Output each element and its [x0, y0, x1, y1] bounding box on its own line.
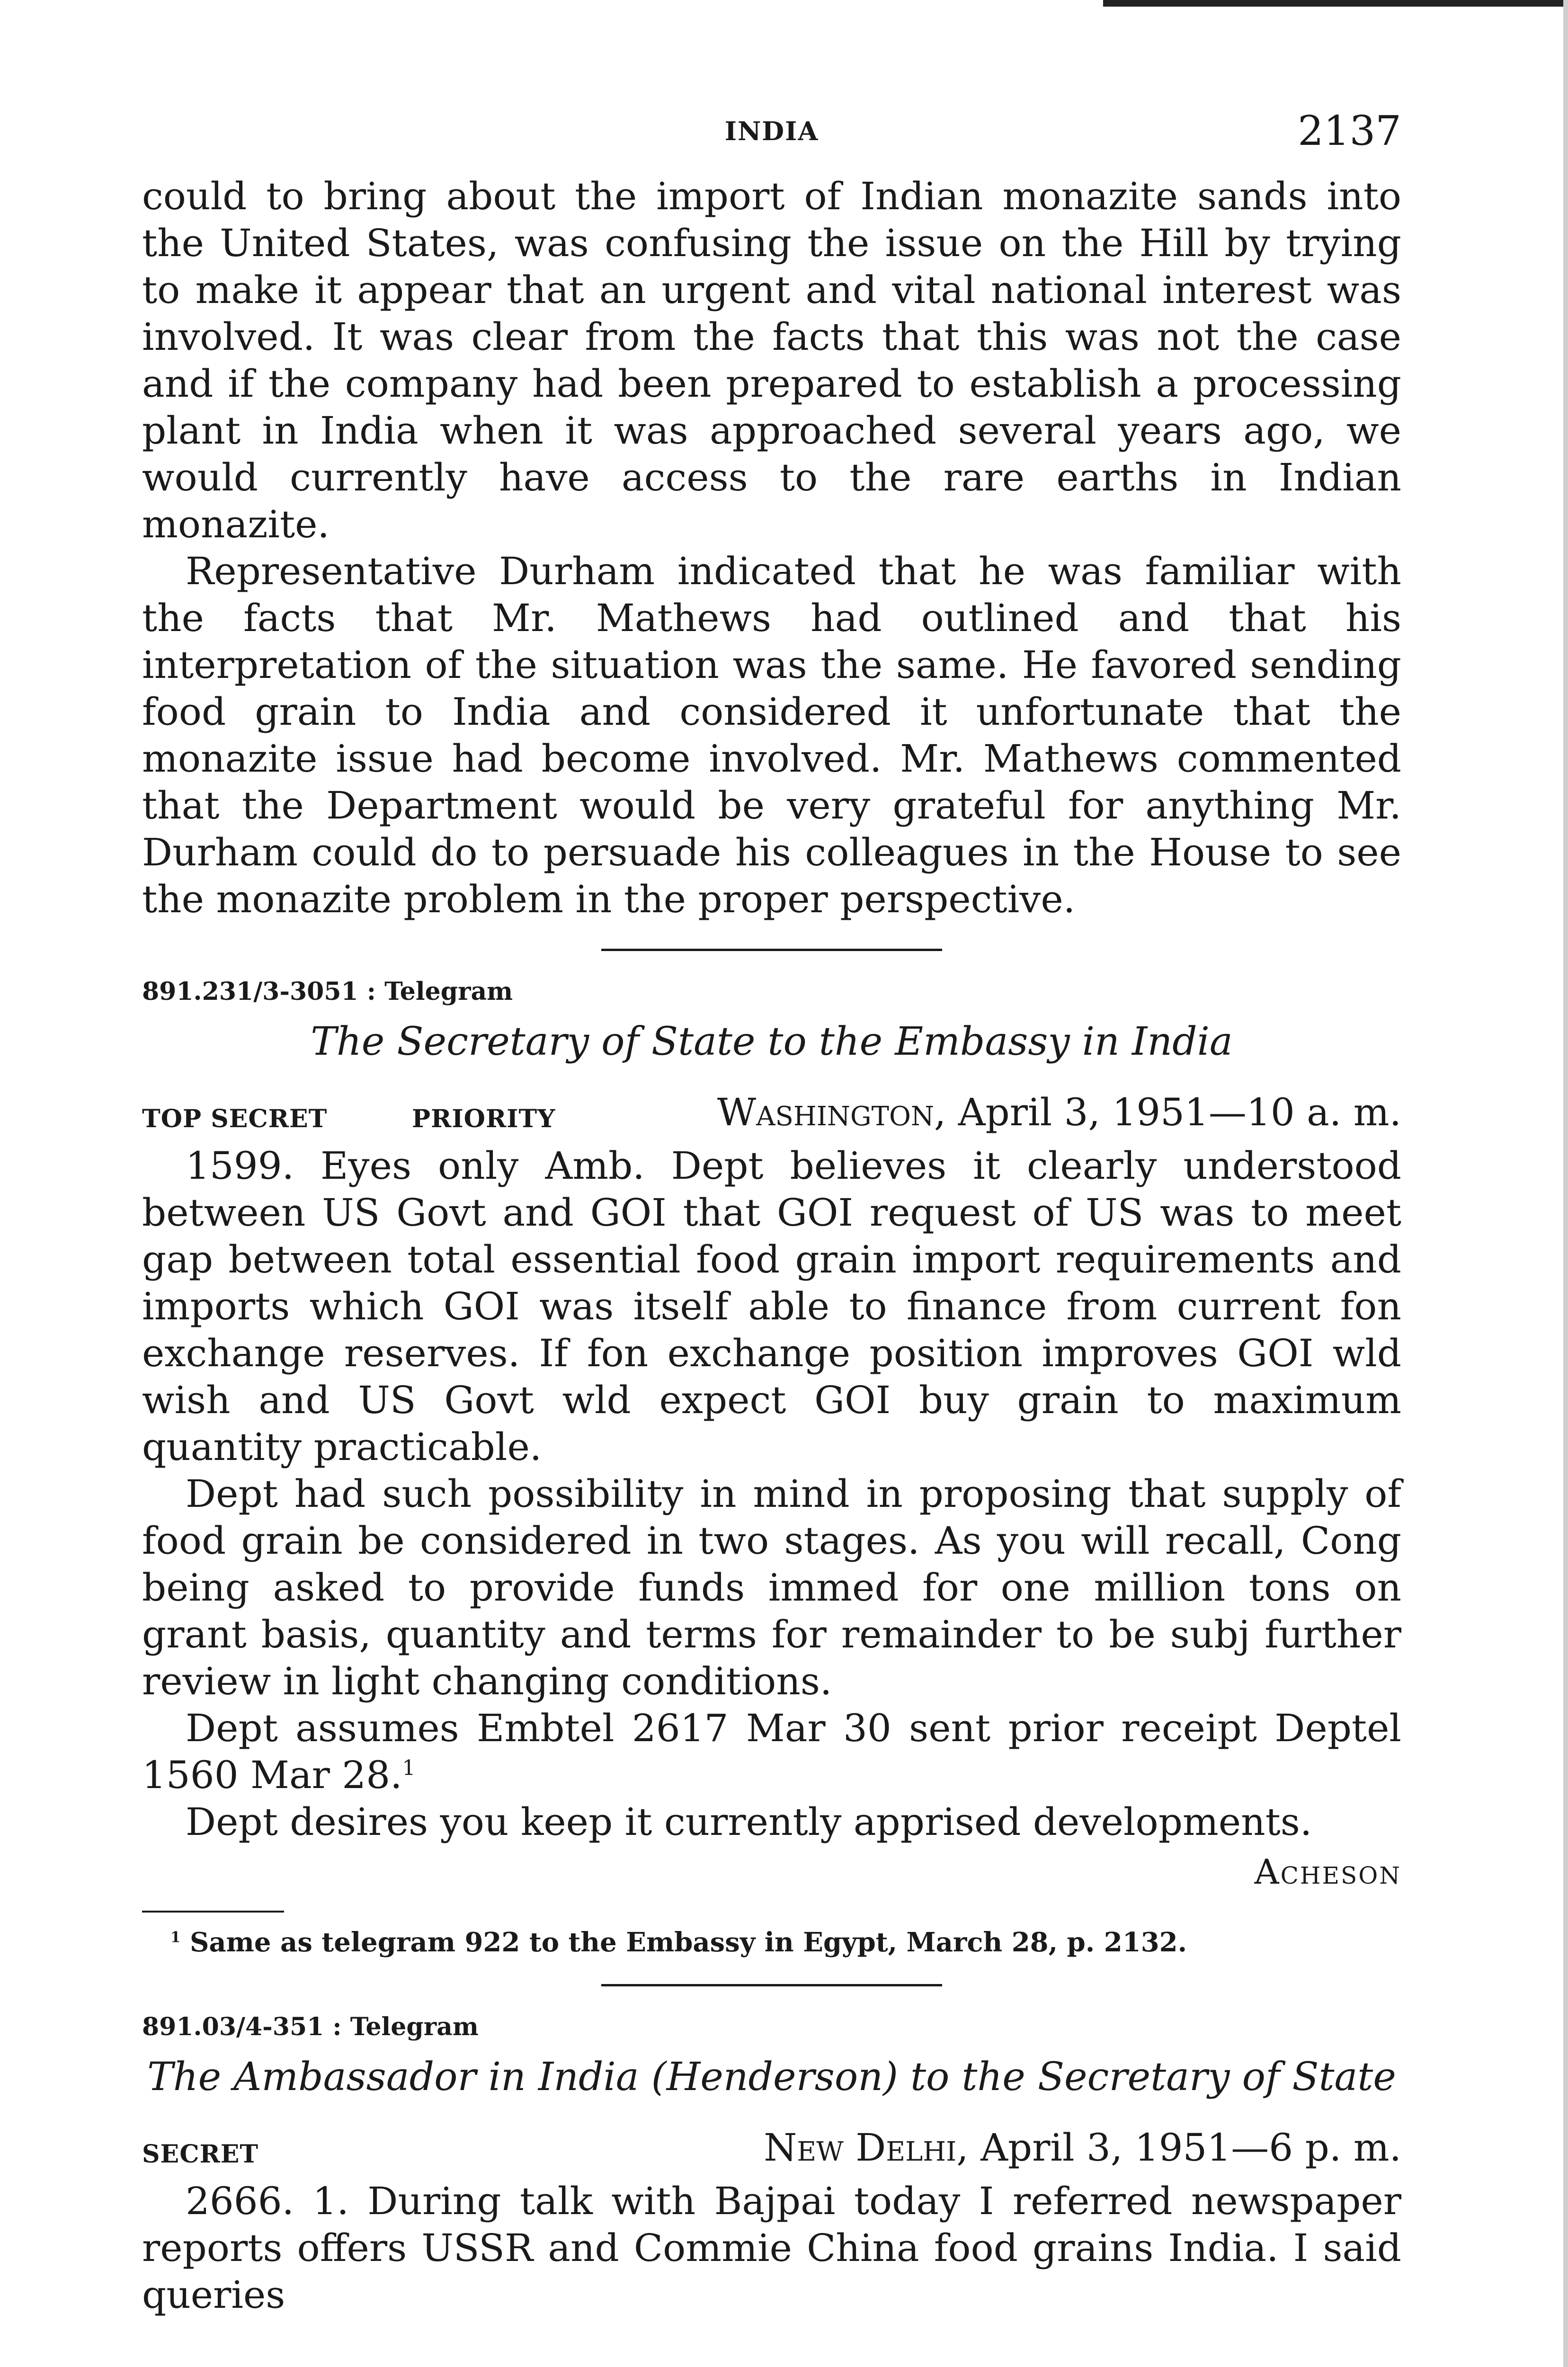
- page-edge-shadow: [1563, 0, 1568, 2367]
- doc2-file-reference: 891.03/4-351 : Telegram: [142, 2012, 479, 2041]
- doc2-place: New Delhi,: [764, 2126, 969, 2170]
- doc1-paragraph-2: Dept had such possibility in mind in proposing that supply of food grain be considered in two stages. As you will recall, Cong being asked to provide funds immed for one million tons on grant basis, quantity and terms for remainder to be subj further review in light changing conditions.: [142, 1472, 1401, 1703]
- top-edge-rule: [1103, 0, 1568, 7]
- continuation-paragraph-2: Representative Durham indicated that he was familiar with the facts that Mr. Mathews had outlined and that his interpretation of the situation was the same. He favored sending food grain to India and considered it unfortunate that the monazite issue had become involved. Mr. Mathews commented that the Department would be very grateful for anything Mr. Durham could do to persuade his colleagues in the House to see the monazite problem in the proper perspective.: [142, 549, 1401, 921]
- doc1-place: Washington,: [717, 1090, 946, 1134]
- doc1-paragraph-3-text: Dept assumes Embtel 2617 Mar 30 sent prior receipt Deptel 1560 Mar 28.: [142, 1706, 1401, 1797]
- doc2-title-name: Henderson: [666, 2055, 883, 2100]
- doc1-date: April 3, 1951—10 a. m.: [958, 1090, 1401, 1134]
- doc1-file-reference: 891.231/3-3051 : Telegram: [142, 977, 513, 1006]
- doc1-classification: TOP SECRET: [142, 1104, 328, 1133]
- running-head-title: INDIA: [724, 116, 819, 146]
- continuation-paragraph-1: could to bring about the import of Indian monazite sands into the United States, was confusing the issue on the Hill by trying to make it appear that an urgent and vital national interest was involved. It was clear from the facts that this was not the case and if the company had been prepared to establish a processing plant in India when it was approached several years ago, we would currently have access to the rare earths in Indian monazite.: [142, 174, 1401, 546]
- section-divider-2: [601, 1984, 942, 1986]
- page-number: 2137: [1298, 107, 1401, 155]
- doc1-paragraph-3: [142, 1705, 1401, 1798]
- doc1-priority: PRIORITY: [412, 1104, 556, 1133]
- footnote-marker-ref: 1: [402, 1756, 416, 1780]
- footnote: [142, 1927, 1401, 1958]
- footnote-rule: [142, 1911, 284, 1913]
- page: [142, 102, 1401, 2318]
- doc2-paragraph-1: 2666. 1. During talk with Bajpai today I referred newspaper reports offers USSR and Commie China food grains India. I said queries: [142, 2179, 1401, 2317]
- doc1-signature: Acheson: [1254, 1852, 1401, 1892]
- doc1-dateline: [142, 1090, 1401, 1142]
- doc2-classification: SECRET: [142, 2140, 259, 2169]
- doc1-title: The Secretary of State to the Embassy in India: [311, 1019, 1233, 1064]
- doc1-place-date: [717, 1090, 1401, 1134]
- doc2-title-suffix: ) to the Secretary of State: [883, 2055, 1396, 2100]
- running-head: [142, 102, 1401, 173]
- doc2-place-date: [764, 2126, 1401, 2170]
- footnote-text: Same as telegram 922 to the Embassy in Egypt, March 28, p. 2132.: [189, 1927, 1187, 1958]
- section-divider: [601, 949, 942, 951]
- doc1-paragraph-1: 1599. Eyes only Amb. Dept believes it clearly understood between US Govt and GOI that GOI request of US was to meet gap between total essential food grain import requirements and imports which GOI was itself able to finance from current fon exchange reserves. If fon exchange position improves GOI wld wish and US Govt wld expect GOI buy grain to maximum quantity practicable.: [142, 1144, 1401, 1469]
- doc2-title: [142, 2055, 1401, 2100]
- doc2-dateline: [142, 2126, 1401, 2178]
- doc2-title-prefix: The Ambassador in India (: [147, 2055, 667, 2100]
- doc1-paragraph-4: Dept desires you keep it currently apprised developments.: [186, 1800, 1312, 1844]
- doc2-date: April 3, 1951—6 p. m.: [980, 2126, 1401, 2170]
- footnote-marker: 1: [170, 1929, 181, 1946]
